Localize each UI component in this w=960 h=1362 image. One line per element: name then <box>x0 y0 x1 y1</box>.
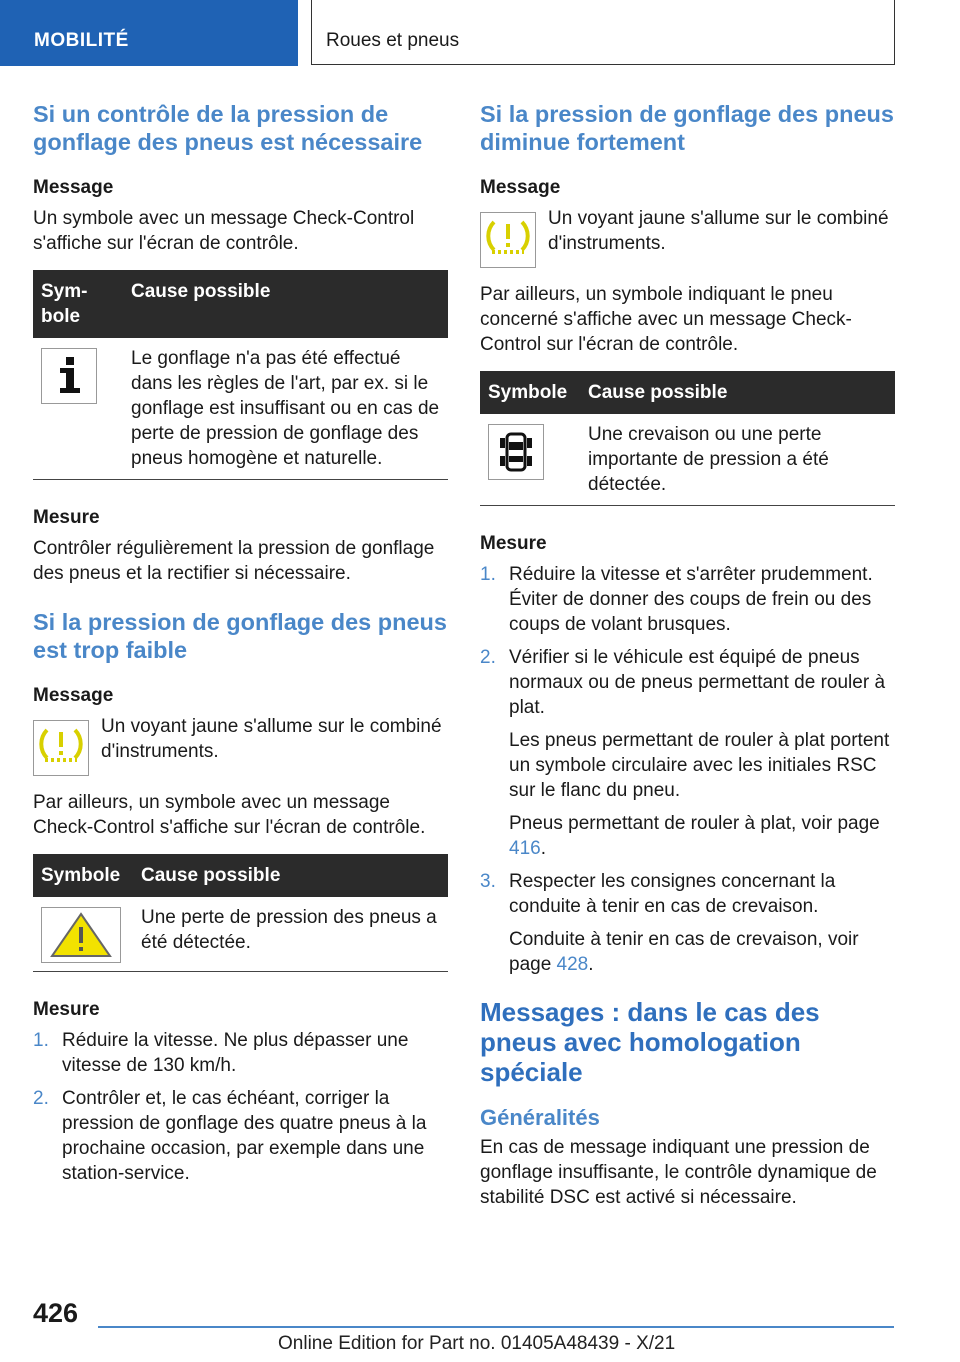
tire-pressure-warning-icon <box>480 212 536 268</box>
info-icon <box>41 348 97 404</box>
list-item <box>33 1028 448 1078</box>
subsection-title-general: Généralités <box>480 1105 600 1130</box>
message-row <box>33 714 448 776</box>
extra-text: Par ailleurs, un symbole indiquant le pneu concerné s'affiche avec un message Check-Control sur l'écran de contrôle. <box>480 284 852 355</box>
table-head-symbol: Symbole <box>480 371 580 414</box>
step-text: Réduire la vitesse et s'arrêter prudemment. Éviter de donner des coups de frein ou des coups de volant brusques. <box>509 564 873 635</box>
step-text: Contrôler et, le cas échéant, corriger la pression de gonflage des quatre pneus à la prochaine occasion, par exemple dans une station-service. <box>62 1088 427 1184</box>
table-cell-cause: Le gonflage n'a pas été effectué dans les règles de l'art, par ex. si le gonflage est insuffisant ou en cas de perte de pression de gonflage des pneus homogène et naturelle. <box>123 338 448 480</box>
step-number: 2. <box>33 1088 49 1109</box>
page-link-416[interactable]: 416 <box>509 838 541 859</box>
message-label: Message <box>33 685 114 706</box>
table-head-symbol: Sym-bole <box>33 270 123 338</box>
steps-list <box>480 562 895 977</box>
list-item <box>480 645 895 861</box>
extra-text: Par ailleurs, un symbole avec un message Check-Control s'affiche sur l'écran de contrôle. <box>33 792 426 838</box>
step-note-text: Pneus permettant de rouler à plat, voir page <box>509 813 880 834</box>
left-column <box>33 100 448 1200</box>
symbol-table <box>480 371 895 506</box>
table-head-symbol: Symbole <box>33 854 133 897</box>
step-note <box>509 811 895 861</box>
table-cell-cause: Une perte de pression des pneus a été détectée. <box>133 897 448 972</box>
symbol-table <box>33 270 448 480</box>
section-title-low-pressure: Si la pression de gonflage des pneus est trop faible <box>33 609 447 663</box>
step-number: 1. <box>480 564 496 585</box>
message-label: Message <box>480 177 561 198</box>
table-row <box>480 414 895 506</box>
car-tire-icon <box>488 424 544 480</box>
table-head-cause: Cause possible <box>123 270 448 338</box>
message-row <box>480 206 895 268</box>
chapter-label: Roues et pneus <box>326 30 460 51</box>
tire-pressure-warning-icon <box>33 720 89 776</box>
general-text: En cas de message indiquant une pression de gonflage insuffisante, le contrôle dynamique de stabilité DSC est activé si nécessaire. <box>480 1137 877 1208</box>
step-number: 2. <box>480 647 496 668</box>
table-head-cause: Cause possible <box>133 854 448 897</box>
edition-text: Online Edition for Part no. 01405A48439 - X/21 <box>278 1333 676 1354</box>
period: . <box>540 838 546 859</box>
symbol-table <box>33 854 448 972</box>
step-number: 3. <box>480 871 496 892</box>
step-text: Respecter les consignes concernant la conduite à tenir en cas de crevaison. <box>509 871 836 917</box>
step-note <box>509 927 895 977</box>
table-row <box>33 338 448 480</box>
message-label: Message <box>33 177 114 198</box>
footer-divider <box>98 1326 894 1328</box>
table-head-cause: Cause possible <box>580 371 895 414</box>
period: . <box>588 954 594 975</box>
list-item <box>480 562 895 637</box>
right-column <box>480 100 895 1224</box>
message-text: Un symbole avec un message Check-Control s'affiche sur l'écran de contrôle. <box>33 208 415 254</box>
page-header <box>0 0 960 66</box>
section-label: MOBILITÉ <box>34 30 129 51</box>
measure-label: Mesure <box>33 507 100 528</box>
chapter-tab[interactable] <box>311 0 895 65</box>
measure-label: Mesure <box>480 533 547 554</box>
table-row <box>33 897 448 972</box>
step-text: Réduire la vitesse. Ne plus dépasser une vitesse de 130 km/h. <box>62 1030 409 1076</box>
page-link-428[interactable]: 428 <box>556 954 589 975</box>
list-item <box>480 869 895 977</box>
measure-text: Contrôler régulièrement la pression de gonflage des pneus et la rectifier si nécessaire. <box>33 538 435 584</box>
step-text: Vérifier si le véhicule est équipé de pneus normaux ou de pneus permettant de rouler à plat. <box>509 647 886 718</box>
step-note-text: Conduite à tenir en cas de crevaison, voir page <box>509 929 859 975</box>
list-item <box>33 1086 448 1186</box>
measure-label: Mesure <box>33 999 100 1020</box>
step-note: Les pneus permettant de rouler à plat portent un symbole circulaire avec les initiales RSC sur le flanc du pneu. <box>509 730 890 801</box>
section-title-special-tires: Messages : dans le cas des pneus avec homologation spéciale <box>480 997 820 1087</box>
step-number: 1. <box>33 1030 49 1051</box>
warning-triangle-icon <box>41 907 121 963</box>
page-number: 426 <box>33 1298 79 1328</box>
steps-list <box>33 1028 448 1186</box>
section-title-check-pressure: Si un contrôle de la pression de gonflage des pneus est nécessaire <box>33 101 423 155</box>
section-tab[interactable] <box>0 0 298 66</box>
message-text: Un voyant jaune s'allume sur le combiné d'instruments. <box>101 716 442 762</box>
message-text: Un voyant jaune s'allume sur le combiné d'instruments. <box>548 208 889 254</box>
table-cell-cause: Une crevaison ou une perte importante de pression a été détectée. <box>580 414 895 506</box>
section-title-strong-drop: Si la pression de gonflage des pneus diminue fortement <box>480 101 894 155</box>
